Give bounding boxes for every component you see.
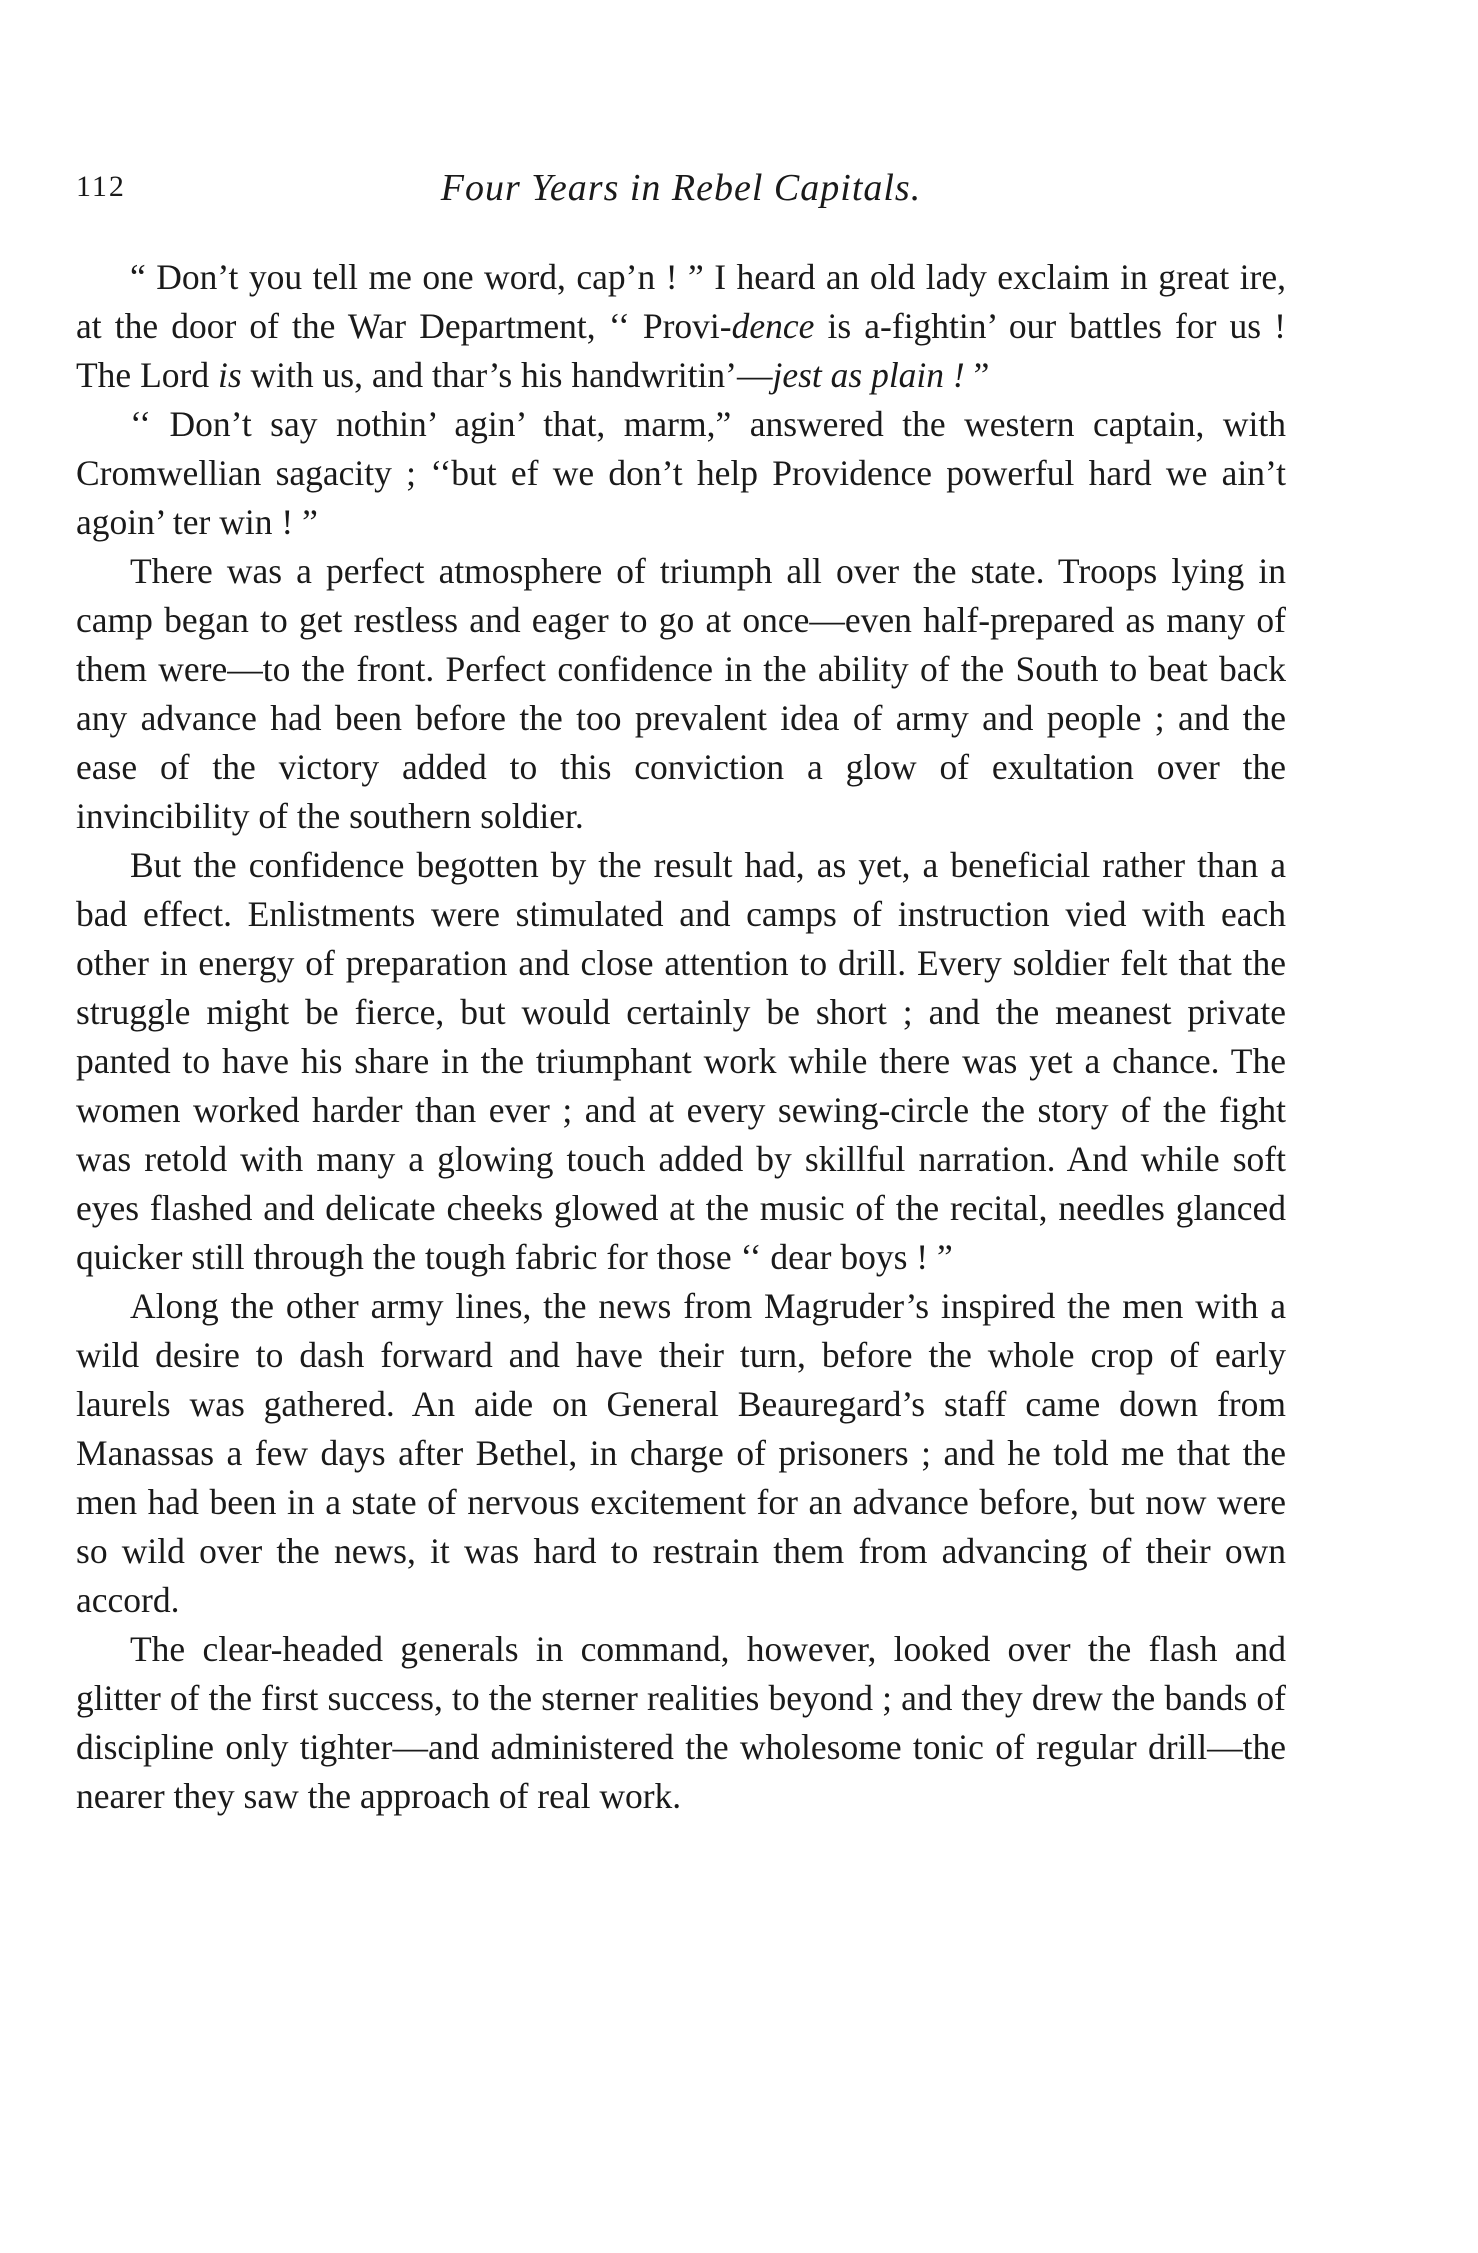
text-segment: with us, and thar’s his handwritin’— [241, 355, 773, 395]
text-segment: The clear-headed generals in command, however, looked over the flash and glitter of the first success, to the sterner realities beyond ; and they drew the bands of discipline only tighter—and administered the wholesome tonic of regular drill—the nearer they saw the approach of real work. [76, 1629, 1286, 1816]
italic-text-segment: dence [731, 306, 815, 346]
text-segment: Along the other army lines, the news from Magruder’s inspired the men with a wild desire to dash forward and have their turn, before the whole crop of early laurels was gathered. An aide on General Beauregard’s staff came down from Manassas a few days after Bethel, in charge of prisoners ; and he told me that the men had been in a state of nervous excitement for an advance before, but now were so wild over the news, it was hard to restrain them from advancing of their own accord. [76, 1286, 1286, 1620]
paragraph [76, 547, 1286, 841]
text-segment: is a-fightin’ our battles for us ! The Lord [76, 306, 1286, 395]
italic-text-segment: jest as plain ! [772, 355, 965, 395]
paragraph [76, 841, 1286, 1282]
paragraph [76, 1625, 1286, 1821]
page-number: 112 [76, 170, 126, 203]
text-segment: ‘‘ Don’t say nothin’ agin’ that, marm,” answered the western captain, with Cromwellian sagacity ; ‘‘but ef we don’t help Providence powerful hard we ain’t agoin’ ter win ! ” [76, 404, 1286, 542]
body-text [76, 253, 1286, 1821]
text-segment: There was a perfect atmosphere of triumph all over the state. Troops lying in camp began to get restless and eager to go at once—even half-prepared as many of them were—to the front. Perfect confidence in the ability of the South to beat back any advance had been before the too prevalent idea of army and people ; and the ease of the victory added to this conviction a glow of exultation over the invincibility of the southern soldier. [76, 551, 1286, 836]
paragraph [76, 400, 1286, 547]
text-segment: ” [964, 355, 990, 395]
text-segment: “ Don’t you tell me one word, cap’n ! ” I heard an old lady exclaim in great ire, at the door of the War Department, ‘‘ Provi- [76, 257, 1286, 346]
text-segment: But the confidence begotten by the result had, as yet, a beneficial rather than a bad effect. Enlistments were stimulated and camps of instruction vied with each other in energy of preparation and close attention to drill. Every soldier felt that the struggle might be fierce, but would certainly be short ; and the meanest private panted to have his share in the triumphant work while there was yet a chance. The women worked harder than ever ; and at every sewing-circle the story of the fight was retold with many a glowing touch added by skillful narration. And while soft eyes flashed and delicate cheeks glowed at the music of the recital, needles glanced quicker still through the tough fabric for those ‘‘ dear boys ! ” [76, 845, 1286, 1277]
page-header [76, 167, 1286, 230]
running-title: Four Years in Rebel Capitals. [440, 167, 922, 209]
paragraph [76, 1282, 1286, 1625]
paragraph [76, 253, 1286, 400]
italic-text-segment: is [217, 355, 242, 395]
